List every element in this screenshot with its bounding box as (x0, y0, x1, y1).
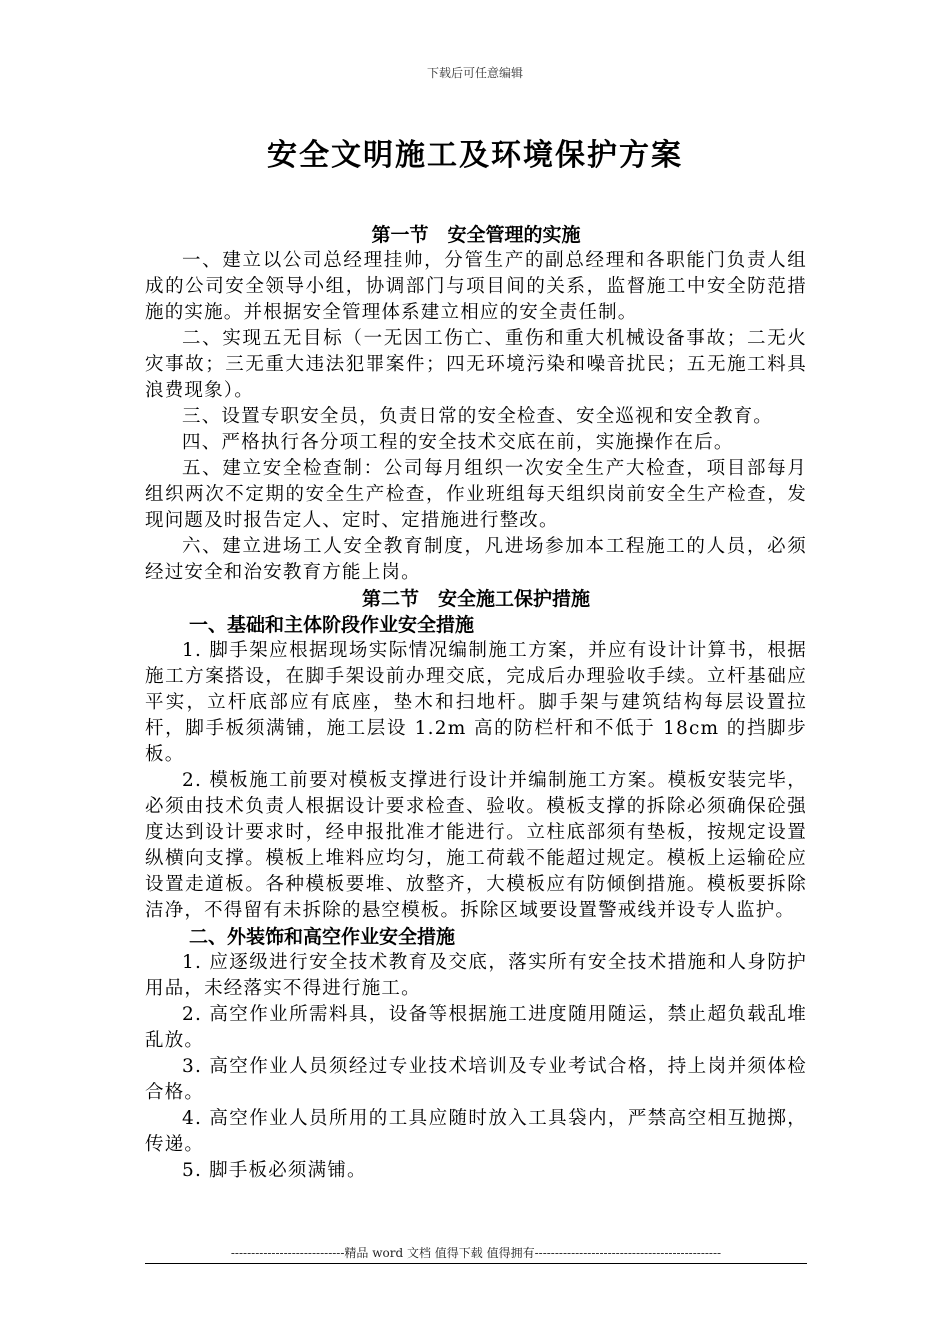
subsection-2-item-5: 5. 脚手板必须满铺。 (182, 1160, 367, 1181)
page-footer-note: ----------------------------精品 word 文档 值得下载 值得拥有---------------------------------------------- (230, 1246, 722, 1260)
footer-divider (145, 1263, 807, 1264)
document-body (145, 222, 807, 1184)
section-1-paragraph-4: 四、严格执行各分项工程的安全技术交底在前，实施操作在后。 (182, 432, 734, 453)
section-1-paragraph-3: 三、设置专职安全员，负责日常的安全检查、安全巡视和安全教育。 (182, 406, 774, 427)
section-1-paragraph-1: 一、建立以公司总经理挂帅，分管生产的副总经理和各职能门负责人组成的公司安全领导小组，协调部门与项目间的关系，监督施工中安全防范措施的实施。并根据安全管理体系建立相应的安全责任制。 (145, 250, 807, 323)
subsection-2-title: 二、外装饰和高空作业安全措施 (189, 926, 456, 948)
subsection-2-item-4: 4. 高空作业人员所用的工具应随时放入工具袋内，严禁高空相互抛掷，传递。 (145, 1108, 807, 1155)
subsection-2-item-1: 1. 应逐级进行安全技术教育及交底，落实所有安全技术措施和人身防护用品，未经落实不得进行施工。 (145, 952, 807, 999)
subsection-1-item-2: 2. 模板施工前要对模板支撑进行设计并编制施工方案。模板安装完毕，必须由技术负责人根据设计要求检查、验收。模板支撑的拆除必须确保砼强度达到设计要求时，经申报批准才能进行。立柱底部须有垫板，按规定设置纵横向支撑。模板上堆料应均匀，施工荷载不能超过规定。模板上运输砼应设置走道板。各种模板要堆、放整齐，大模板应有防倾倒措施。模板要拆除洁净，不得留有未拆除的悬空模板。拆除区域要设置警戒线并设专人监护。 (145, 770, 807, 921)
section-1-paragraph-6: 六、建立进场工人安全教育制度，凡进场参加本工程施工的人员，必须经过安全和治安教育方能上岗。 (145, 536, 807, 583)
subsection-2-item-2: 2. 高空作业所需料具，设备等根据施工进度随用随运，禁止超负载乱堆乱放。 (145, 1004, 807, 1051)
section-1-title: 第一节 安全管理的实施 (371, 224, 581, 246)
section-1-paragraph-2: 二、实现五无目标（一无因工伤亡、重伤和重大机械设备事故；二无火灾事故；三无重大违法犯罪案件；四无环境污染和噪音扰民；五无施工料具浪费现象）。 (145, 328, 807, 401)
document-title: 安全文明施工及环境保护方案 (267, 138, 683, 173)
page-header-note: 下载后可任意编辑 (426, 66, 523, 80)
subsection-2-item-3: 3. 高空作业人员须经过专业技术培训及专业考试合格，持上岗并须体检合格。 (145, 1056, 807, 1103)
subsection-1-item-1: 1. 脚手架应根据现场实际情况编制施工方案，并应有设计计算书，根据施工方案搭设，在脚手架设前办理交底，完成后办理验收手续。立杆基础应平实，立杆底部应有底座，垫木和扫地杆。脚手架与建筑结构每层设置拉杆，脚手板须满铺，施工层设 1.2m 高的防栏杆和不低于 18cm 的挡脚步板。 (145, 640, 807, 765)
section-2-title: 第二节 安全施工保护措施 (361, 588, 590, 610)
subsection-1-title: 一、基础和主体阶段作业安全措施 (189, 614, 475, 636)
section-1-paragraph-5: 五、建立安全检查制：公司每月组织一次安全生产大检查，项目部每月组织两次不定期的安全生产检查，作业班组每天组织岗前安全生产检查，发现问题及时报告定人、定时、定措施进行整改。 (145, 458, 807, 531)
